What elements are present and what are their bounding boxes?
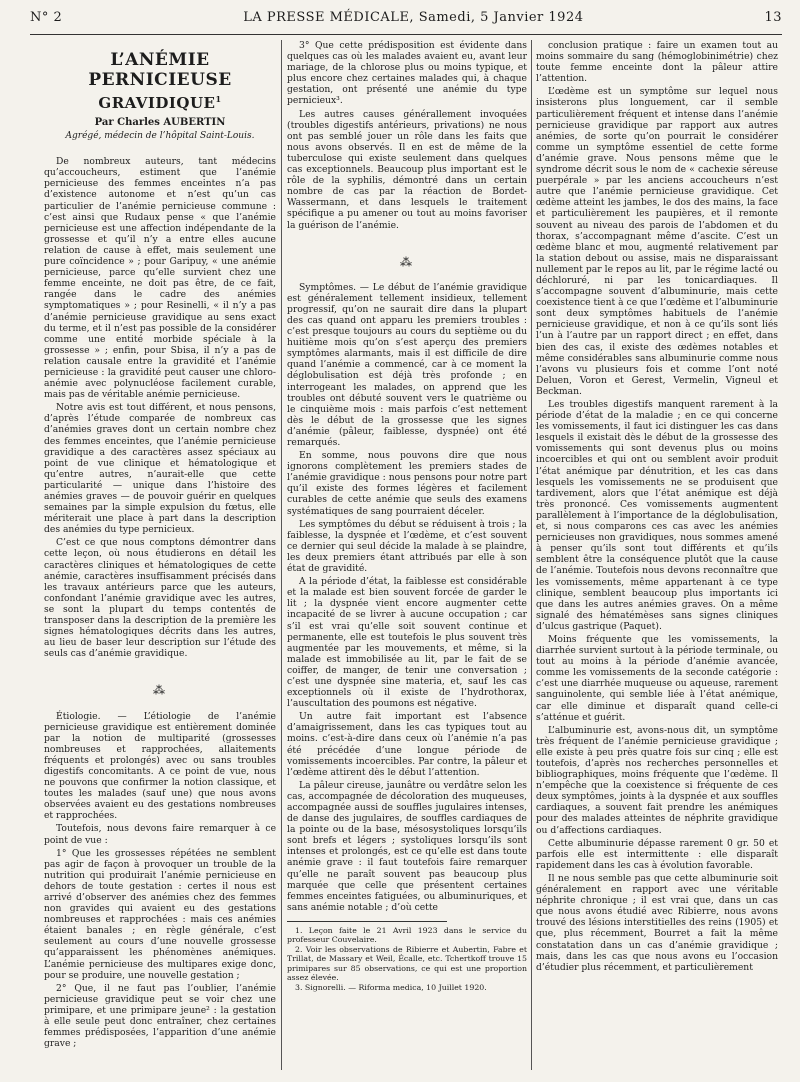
paragraph: C’est ce que nous comptons démontrer dans cette leçon, où nous étudierons en détail les caractères cliniques et hématologiques de cette anémie, caractères insuffisamment précisés dans les travaux antérieurs parce que les auteurs, confondant l’anémie gravidique avec les autres, se sont la plupart du temps contentés de transposer dans la description de la première les signes hématologiques décrits dans les autres, au lieu de baser leur description sur l’étude des seuls cas d’anémie gravidique. <box>44 537 276 660</box>
column-divider <box>281 40 282 1070</box>
paragraph: De nombreux auteurs, tant médecins qu’accoucheurs, estiment que l’anémie pernicieuse des femmes enceintes n’a pas d’existence autonome et n’est qu’un cas particulier de l’anémie pernicieuse commune : c’est ainsi que Rudaux pense « que l’anémie pernicieuse est une affection indépendante de la grossesse et qu’il n’y a entre elles aucune relation de cause à effet, mais seulement une pure coïncidence » ; pour Garipuy, « une anémie pernicieuse, parce qu’elle survient chez une femme enceinte, ne doit pas être, de ce fait, rangée dans le cadre des anémies symptomatiques » ; pour Resinelli, « il n’y a pas d’anémie pernicieuse gravidique au sens exact du terme, et il n’est pas possible de la considérer comme une entité morbide spéciale à la grossesse » ; enfin, pour Sbisa, il n’y a pas de relation causale entre la gravidité et l’anémie pernicieuse : la gravidité peut causer une chloro-anémie avec polynucléose facilement curable, mais pas de véritable anémie pernicieuse. <box>44 156 276 401</box>
byline: Par Charles AUBERTIN <box>94 117 226 128</box>
column-3 <box>536 40 778 1072</box>
issue-number: N° 2 <box>30 10 63 25</box>
paragraph: Il ne nous semble pas que cette albuminurie soit généralement en rapport avec une véritable néphrite chronique ; il est vrai que, dans un cas que nous avons étudié avec Ribierre, nous avons trouvé des lésions interstitielles des reins (1905) et que, plus récemment, Bourret a fait la même constatation dans un cas d’anémie gravidique ; mais, dans les cas que nous avons eu l’occasion d’étudier plus récemment, et particulièrement <box>536 872 778 973</box>
section-separator: ⁂ <box>400 254 414 269</box>
paragraph: Notre avis est tout différent, et nous pensons, d’après l’étude comparée de nombreux cas d’anémies graves dont un certain nombre chez des femmes enceintes, que l’anémie pernicieuse gravidique a des caractères assez spéciaux au point de vue clinique et hématologique et qu’entre autres, n’aurait-elle que cette particularité — unique dans l’histoire des anémies graves — de pouvoir guérir en quelques semaines par la simple expulsion du fœtus, elle mériterait une place à part dans la description des anémies du type pernicieux. <box>44 402 276 536</box>
paragraph: 1° Que les grossesses répétées ne semblent pas agir de façon à provoquer un trouble de la nutrition qui produirait l’anémie pernicieuse en dehors de toute gestation : certes il nous est arrivé d’observer des anémies chez des femmes non gravides qui avaient eu des gestations nombreuses et rapprochées : mais ces anémies étaient banales ; en règle générale, c’est seulement au cours d’une nouvelle grossesse qu’apparaissent les phénomènes anémiques. L’anémie pernicieuse des multipares exige donc, pour se produire, une nouvelle gestation ; <box>44 847 276 981</box>
paragraph: 2° Que, il ne faut pas l’oublier, l’anémie pernicieuse gravidique peut se voir chez une primipare, et une primipare jeune² : la gestation à elle seule peut donc entraîner, chez certaines femmes prédisposées, l’apparition d’une anémie grave ; <box>44 982 276 1050</box>
affiliation: Agrégé, médecin de l’hôpital Saint-Louis. <box>65 131 255 142</box>
paragraph: A la période d’état, la faiblesse est considérable et la malade est bien souvent forcée de garder le lit ; la dyspnée vient encore augmenter cette incapacité de se livrer à aucune occupation ; car s’il est vrai qu’elle soit souvent continue et permanente, elle est toutefois le plus souvent très augmentée par les mouvements, et même, si la malade est immobilisée au lit, par le fait de se coiffer, de manger, de tenir une conversation ; c’est une dyspnée sine materia, et, sauf les cas exceptionnels où il existe de l’hydrothorax, l’auscultation des poumons est négative. <box>287 576 527 710</box>
journal-title: LA PRESSE MÉDICALE, Samedi, 5 Janvier 1924 <box>243 10 584 25</box>
paragraph: 3° Que cette prédisposition est évidente dans quelques cas où les malades avaient eu, avant leur mariage, de la chlorose plus ou moins typique, et plus encore chez certaines malades qui, à chaque gestation, ont présenté une anémie du type pernicieux³. <box>287 40 527 107</box>
paragraph: La pâleur cireuse, jaunâtre ou verdâtre selon les cas, accompagnée de décoloration des muqueuses, accompagnée aussi de souffles jugulaires intenses, de danse des jugulaires, de souffles cardiaques de la pointe ou de la base, mésosystoliques lorsqu’ils sont brefs et légers ; systoliques lorsqu’ils sont intenses et prolongés, est ce qu’elle est dans toute anémie grave : il faut toutefois faire remarquer qu’elle ne paraît souvent pas beaucoup plus marquée que celle que présentent certaines femmes enceintes fatiguées, ou albuminuriques, et sans anémie notable ; d’où cette <box>287 779 527 913</box>
footnote: 1. Leçon faite le 21 Avril 1923 dans le service du professeur Couvelaire. <box>287 925 527 945</box>
paragraph: Cette albuminurie dépasse rarement 0 gr. 50 et parfois elle est intermittente : elle disparaît rapidement dans les cas à évolution favorable. <box>536 837 778 871</box>
page-number: 13 <box>764 10 782 25</box>
article-title-line2: GRAVIDIQUE$^1$ <box>98 94 222 112</box>
footnote-rule <box>287 921 447 922</box>
paragraph: conclusion pratique : faire un examen tout au moins sommaire du sang (hémoglobinimétrie) chez toute femme enceinte dont la pâleur attire l’attention. <box>536 40 778 85</box>
column-2 <box>287 40 527 1072</box>
paragraph: Symptômes. — Le début de l’anémie gravidique est généralement tellement insidieux, tellement progressif, qu’on ne saurait dire dans la plupart des cas quand ont apparu les premiers troubles : c’est presque toujours au cours du septième ou du huitième mois qu’on s’est aperçu des premiers symptômes alarmants, mais il est difficile de dire quand l’anémie a commencé, car à ce moment la déglobulisation est déjà très profonde ; en interrogeant les malades, on apprend que les troubles ont débuté souvent vers le quatrième ou le cinquième mois : mais parfois c’est nettement dès le début de la grossesse que les signes d’anémie (pâleur, faiblesse, dyspnée) ont été remarqués. <box>287 281 527 448</box>
header-rule <box>30 34 782 35</box>
paragraph: Les troubles digestifs manquent rarement à la période d’état de la maladie ; en ce qui concerne les vomissements, il faut ici distinguer les cas dans lesquels il existait dès le début de la grossesse des vomissements qui sont devenus plus ou moins incoercibles et qui ont ou semblent avoir produit l’état anémique par dénutrition, et les cas dans lesquels les vomissements ne se produisent que tardivement, alors que l’état anémique est déjà très prononcé. Ces vomissements augmentent parallèlement à l’importance de la déglobulisation, et, si nous comparons ces cas avec les anémies pernicieuses non gravidiques, nous sommes amené à penser qu’ils sont tout différents et qu’ils semblent être la conséquence plutôt que la cause de l’anémie. Toutefois nous devons reconnaître que les vomissements, même appartenant à ce type clinique, semblent beaucoup plus importants ici que dans les autres anémies graves. On a même signalé des hématémèses sans signes cliniques d’ulcus gastrique (Paquet). <box>536 399 778 632</box>
paragraph: Étiologie. — L’étiologie de l’anémie pernicieuse gravidique est entièrement dominée par la notion de multiparité (grossesses nombreuses et rapprochées, allaitements fréquents et prolongés) avec ou sans troubles digestifs concomitants. A ce point de vue, nous ne pouvons que confirmer la notion classique, et toutes les malades (sauf une) que nous avons observées avaient eu des gestations nombreuses et rapprochées. <box>44 710 276 822</box>
paragraph: Les symptômes du début se réduisent à trois ; la faiblesse, la dyspnée et l’œdème, et c’est souvent ce dernier qui seul décide la malade à se plaindre, les deux premiers étant attribués par elle à son état de gravidité. <box>287 518 527 575</box>
footnote: 3. Signorelli. — Riforma medica, 10 Juillet 1920. <box>295 982 487 992</box>
footnote: 2. Voir les observations de Ribierre et Aubertin, Fabre et Trillat, de Massary et Weil, Écalle, etc. Tchertkoff trouve 15 primipares sur 85 observations, ce qui est une proportion assez élevée. <box>287 944 527 983</box>
paragraph: Les autres causes générallement invoquées (troubles digestifs antérieurs, privations) ne nous ont pas semblé jouer un rôle dans les faits que nous avons observés. Il en est de même de la tuberculose qui existe seulement dans quelques cas exceptionnels. Beaucoup plus important est le rôle de la syphilis, démontré dans un certain nombre de cas par la réaction de Bordet-Wassermann, et dans lesquels le traitement spécifique a pu amener ou tout au moins favoriser la guérison de l’anémie. <box>287 108 527 231</box>
title-footnote-ref: 1 <box>215 94 222 104</box>
paragraph: L’albuminurie est, avons-nous dit, un symptôme très fréquent de l’anémie pernicieuse gravidique ; elle existe à peu près quatre fois sur cinq ; elle est toutefois, d’après nos recherches personnelles et bibliographiques, moins fréquente que l’œdème. Il n’empêche que la coexistence si fréquente de ces deux symptômes, joints à la dyspnée et aux souffles cardiaques, a souvent fait prendre les anémiques pour des malades atteintes de néphrite gravidique ou d’affections cardiaques. <box>536 724 778 836</box>
column-divider <box>531 40 532 1070</box>
paragraph: L’œdème est un symptôme sur lequel nous insisterons plus longuement, car il semble particulièrement fréquent et intense dans l’anémie pernicieuse gravidique par rapport aux autres anémies, de sorte qu’on pourrait le considérer comme un symptôme essentiel de cette forme d’anémie grave. Nous pensons même que le syndrome décrit sous le nom de « cachexie séreuse puerpérale » par les anciens accoucheurs n’est autre que l’anémie pernicieuse gravidique. Cet œdème atteint les jambes, le dos des mains, la face et particulièrement les paupières, et il remonte souvent au niveau des parois de l’abdomen et du thorax, s’accompagnant même d’ascite. C’est un œdème blanc et mou, augmenté relativement par la station debout ou assise, mais ne disparaissant nullement par le repos au lit, par le régime lacté ou déchloruré, ni par les tonicardiaques. Il s’accompagne souvent d’albuminurie, mais cette coexistence tient à ce que l’œdème et l’albuminurie sont deux symptômes habituels de l’anémie pernicieuse gravidique, et non à ce qu’ils sont liés l’un à l’autre par un rapport direct ; en effet, dans bien des cas, il existe des œdèmes notables et même considérables sans albuminurie comme nous l’avons vu plusieurs fois et comme l’ont noté Deluen, Voron et Gerest, Vermelin, Vigneul et Beckman. <box>536 86 778 397</box>
section-separator: ⁂ <box>153 683 167 698</box>
page-header <box>30 10 782 32</box>
column-1 <box>44 40 276 1072</box>
paragraph: En somme, nous pouvons dire que nous ignorons complètement les premiers stades de l’anémie gravidique : nous pensons pour notre part qu’il existe des formes légères et facilement curables de cette anémie que seuls des examens systématiques de sang pourraient déceler. <box>287 450 527 517</box>
paragraph: Toutefois, nous devons faire remarquer à ce point de vue : <box>44 823 276 846</box>
paragraph: Moins fréquente que les vomissements, la diarrhée survient surtout à la période terminale, ou tout au moins à la période d’anémie avancée, comme les vomissements de la seconde catégorie : c’est une diarrhée muqueuse ou aqueuse, rarement sanguinolente, qui semble liée à l’état anémique, car elle diminue et disparaît quand celle-ci s’atténue et guérit. <box>536 633 778 723</box>
paragraph: Un autre fait important est l’absence d’amaigrissement, dans les cas typiques tout au moins. c’est-à-dire dans ceux où l’anémie n’a pas été précédée d’une longue période de vomissements incoercibles. Par contre, la pâleur et l’œdème attirent dès le début l’attention. <box>287 711 527 778</box>
article-title: L’ANÉMIE PERNICIEUSE <box>88 50 232 90</box>
